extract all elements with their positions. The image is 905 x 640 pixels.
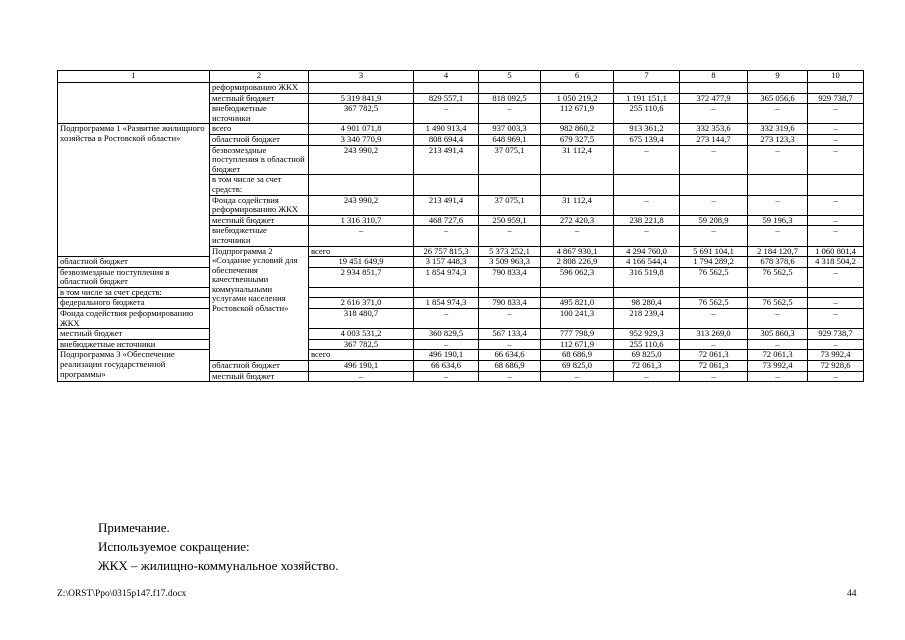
column-header: 5 <box>479 71 541 83</box>
table-row <box>58 329 864 340</box>
funding-source-cell: Фонда содействия реформированию ЖКХ <box>210 195 309 215</box>
amount-cell: – <box>479 339 541 350</box>
funding-source-cell: местный бюджет <box>210 371 309 382</box>
amount-cell: 2 616 371,0 <box>309 298 414 309</box>
amount-cell <box>748 175 808 195</box>
amount-cell <box>309 175 414 195</box>
table-row <box>58 83 864 94</box>
amount-cell: 367 782,5 <box>309 104 414 124</box>
amount-cell: – <box>414 339 479 350</box>
amount-cell: 332 319,6 <box>748 124 808 135</box>
funding-source-cell: реформированию ЖКХ <box>210 83 309 94</box>
column-header: 10 <box>808 71 864 83</box>
funding-source-cell: областной бюджет <box>58 257 210 268</box>
funding-source-cell: внебюджетные источники <box>210 104 309 124</box>
budget-table <box>57 70 864 382</box>
amount-cell: 37 075,1 <box>479 195 541 215</box>
amount-cell: 112 671,9 <box>541 339 614 350</box>
amount-cell: – <box>808 298 864 309</box>
amount-cell: 3 157 448,3 <box>414 257 479 268</box>
amount-cell <box>614 287 680 298</box>
table-body <box>58 71 864 382</box>
amount-cell: 72 061,3 <box>680 361 748 372</box>
amount-cell: 4 166 544,4 <box>614 257 680 268</box>
amount-cell: – <box>808 215 864 226</box>
amount-cell: 100 241,3 <box>541 309 614 329</box>
funding-source-cell: областной бюджет <box>210 134 309 145</box>
amount-cell <box>541 175 614 195</box>
amount-cell: 372 477,9 <box>680 93 748 104</box>
program-name-cell-continued <box>58 83 210 124</box>
amount-cell <box>614 83 680 94</box>
funding-source-cell: федерального бюджета <box>58 298 210 309</box>
amount-cell: 31 112,4 <box>541 195 614 215</box>
amount-cell: – <box>614 371 680 382</box>
amount-cell: 1 854 974,3 <box>414 298 479 309</box>
amount-cell: – <box>748 371 808 382</box>
amount-cell <box>414 287 479 298</box>
amount-cell: – <box>748 339 808 350</box>
funding-source-cell: Фонда содействия реформированию ЖКХ <box>58 309 210 329</box>
amount-cell: 929 738,7 <box>808 93 864 104</box>
amount-cell: 1 490 913,4 <box>414 124 479 135</box>
amount-cell: 4 318 504,2 <box>808 257 864 268</box>
amount-cell: 5 319 841,9 <box>309 93 414 104</box>
funding-source-cell: в том числе за счет средств: <box>58 287 210 298</box>
amount-cell: 1 854 974,3 <box>414 267 479 287</box>
amount-cell: – <box>614 195 680 215</box>
amount-cell: 273 144,7 <box>680 134 748 145</box>
amount-cell: 2 184 120,7 <box>748 246 808 257</box>
funding-source-cell: областной бюджет <box>210 361 309 372</box>
program-name-cell: Подпрограмма 2 «Создание условий для обеспечения качественными коммунальными услугами населения Ростовской области» <box>210 246 309 361</box>
amount-cell: – <box>541 226 614 246</box>
amount-cell: 72 928,6 <box>808 361 864 372</box>
amount-cell: – <box>414 104 479 124</box>
column-header: 7 <box>614 71 680 83</box>
amount-cell: – <box>808 267 864 287</box>
amount-cell: 76 562,5 <box>680 267 748 287</box>
amount-cell: 69 825,0 <box>614 350 680 361</box>
amount-cell <box>808 175 864 195</box>
amount-cell: 952 929,3 <box>614 329 680 340</box>
table-row <box>58 257 864 268</box>
amount-cell: 4 294 760,0 <box>614 246 680 257</box>
amount-cell: 818 092,5 <box>479 93 541 104</box>
amount-cell: 98 280,4 <box>614 298 680 309</box>
amount-cell: 69 825,0 <box>541 361 614 372</box>
amount-cell: 937 003,3 <box>479 124 541 135</box>
amount-cell: 3 509 963,3 <box>479 257 541 268</box>
amount-cell <box>680 83 748 94</box>
amount-cell: – <box>479 371 541 382</box>
amount-cell: 596 062,3 <box>541 267 614 287</box>
amount-cell: 19 451 649,9 <box>309 257 414 268</box>
amount-cell: – <box>748 309 808 329</box>
amount-cell: – <box>680 309 748 329</box>
table-row <box>58 309 864 329</box>
amount-cell <box>808 83 864 94</box>
amount-cell: 243 990,2 <box>309 145 414 175</box>
amount-cell: 218 239,4 <box>614 309 680 329</box>
column-header: 8 <box>680 71 748 83</box>
amount-cell: – <box>414 226 479 246</box>
amount-cell: 1 050 219,2 <box>541 93 614 104</box>
table-row <box>58 287 864 298</box>
amount-cell: – <box>748 145 808 175</box>
amount-cell: – <box>808 195 864 215</box>
amount-cell: 2 808 226,9 <box>541 257 614 268</box>
amount-cell: – <box>748 195 808 215</box>
amount-cell: 929 738,7 <box>808 329 864 340</box>
note-abbreviation-heading: Используемое сокращение: <box>98 539 250 554</box>
amount-cell: 59 196,3 <box>748 215 808 226</box>
amount-cell: 982 860,2 <box>541 124 614 135</box>
amount-cell: 26 757 815,3 <box>414 246 479 257</box>
amount-cell: 496 190,1 <box>309 361 414 372</box>
amount-cell: 37 075,1 <box>479 145 541 175</box>
amount-cell: – <box>808 339 864 350</box>
amount-cell: 66 634,6 <box>479 350 541 361</box>
amount-cell: 468 727,6 <box>414 215 479 226</box>
amount-cell <box>414 175 479 195</box>
amount-cell <box>479 175 541 195</box>
amount-cell: – <box>414 309 479 329</box>
column-header: 4 <box>414 71 479 83</box>
funding-source-cell: в том числе за счет средств: <box>210 175 309 195</box>
amount-cell <box>541 287 614 298</box>
amount-cell: 1 060 801,4 <box>808 246 864 257</box>
funding-source-cell: всего <box>309 350 414 361</box>
funding-source-cell: местный бюджет <box>58 329 210 340</box>
table-row <box>58 124 864 135</box>
amount-cell: – <box>808 145 864 175</box>
amount-cell: 66 634,6 <box>414 361 479 372</box>
amount-cell: 313 269,0 <box>680 329 748 340</box>
amount-cell: 112 671,9 <box>541 104 614 124</box>
amount-cell: 567 133,4 <box>479 329 541 340</box>
amount-cell: 213 491,4 <box>414 145 479 175</box>
amount-cell: – <box>680 371 748 382</box>
amount-cell: 255 110,6 <box>614 339 680 350</box>
amount-cell: – <box>680 145 748 175</box>
amount-cell <box>479 83 541 94</box>
amount-cell: 496 190,1 <box>414 350 479 361</box>
column-header: 3 <box>309 71 414 83</box>
funding-source-cell: всего <box>309 246 414 257</box>
amount-cell: 648 969,1 <box>479 134 541 145</box>
table-row <box>58 339 864 350</box>
funding-source-cell: местный бюджет <box>210 93 309 104</box>
amount-cell: 73 992,4 <box>808 350 864 361</box>
amount-cell <box>414 83 479 94</box>
amount-cell: – <box>808 134 864 145</box>
funding-source-cell: безвозмездные поступления в областной бюджет <box>58 267 210 287</box>
amount-cell: 678 378,6 <box>748 257 808 268</box>
amount-cell: 76 562,5 <box>748 298 808 309</box>
amount-cell: 679 327,5 <box>541 134 614 145</box>
amount-cell: 305 860,3 <box>748 329 808 340</box>
amount-cell: 360 829,5 <box>414 329 479 340</box>
amount-cell: 829 557,1 <box>414 93 479 104</box>
amount-cell: 1 794 289,2 <box>680 257 748 268</box>
amount-cell: 72 061,3 <box>680 350 748 361</box>
amount-cell: – <box>748 104 808 124</box>
amount-cell: 72 061,3 <box>748 350 808 361</box>
funding-source-cell: всего <box>210 124 309 135</box>
amount-cell: 213 491,4 <box>414 195 479 215</box>
amount-cell: 4 003 531,2 <box>309 329 414 340</box>
amount-cell: – <box>808 226 864 246</box>
amount-cell: – <box>680 339 748 350</box>
amount-cell: 3 340 770,9 <box>309 134 414 145</box>
amount-cell <box>748 83 808 94</box>
amount-cell: 31 112,4 <box>541 145 614 175</box>
amount-cell: 250 959,1 <box>479 215 541 226</box>
amount-cell: – <box>479 226 541 246</box>
amount-cell: 332 353,6 <box>680 124 748 135</box>
amount-cell: – <box>479 309 541 329</box>
note-title: Примечание. <box>98 520 170 535</box>
column-header: 6 <box>541 71 614 83</box>
amount-cell: 238 221,8 <box>614 215 680 226</box>
column-header: 9 <box>748 71 808 83</box>
amount-cell: 76 562,5 <box>680 298 748 309</box>
amount-cell: 808 694,4 <box>414 134 479 145</box>
amount-cell: – <box>680 226 748 246</box>
footer-file-path: Z:\ORST\Ppo\0315p147.f17.docx <box>57 589 187 599</box>
amount-cell: 5 691 104,1 <box>680 246 748 257</box>
amount-cell: 1 316 310,7 <box>309 215 414 226</box>
amount-cell: 68 686,9 <box>479 361 541 372</box>
amount-cell: 76 562,5 <box>748 267 808 287</box>
column-header: 2 <box>210 71 309 83</box>
program-name-cell: Подпрограмма 3 «Обеспечение реализации государственной программы» <box>58 350 210 382</box>
amount-cell: 4 901 071,8 <box>309 124 414 135</box>
amount-cell: – <box>309 226 414 246</box>
amount-cell: 2 934 851,7 <box>309 267 414 287</box>
table-row <box>58 298 864 309</box>
amount-cell <box>309 83 414 94</box>
column-number-header-row <box>58 71 864 83</box>
table-row <box>58 267 864 287</box>
amount-cell: 367 782,5 <box>309 339 414 350</box>
amount-cell: 316 519,8 <box>614 267 680 287</box>
amount-cell: – <box>309 371 414 382</box>
amount-cell <box>541 83 614 94</box>
funding-source-cell: местный бюджет <box>210 215 309 226</box>
amount-cell: 255 110,6 <box>614 104 680 124</box>
funding-source-cell: внебюджетные источники <box>210 226 309 246</box>
amount-cell: 365 056,6 <box>748 93 808 104</box>
funding-source-cell: безвозмездные поступления в областной бюджет <box>210 145 309 175</box>
amount-cell: – <box>808 104 864 124</box>
amount-cell: 273 123,3 <box>748 134 808 145</box>
amount-cell: 5 373 252,1 <box>479 246 541 257</box>
amount-cell: – <box>748 226 808 246</box>
amount-cell: 318 480,7 <box>309 309 414 329</box>
amount-cell: – <box>541 371 614 382</box>
amount-cell <box>479 287 541 298</box>
amount-cell: 4 867 930,1 <box>541 246 614 257</box>
note-abbreviation-definition: ЖКХ – жилищно-коммунальное хозяйство. <box>98 558 339 573</box>
program-name-cell: Подпрограмма 1 «Развитие жилищного хозяйства в Ростовской области» <box>58 124 210 257</box>
amount-cell: 495 821,0 <box>541 298 614 309</box>
amount-cell: – <box>614 145 680 175</box>
amount-cell: 59 208,9 <box>680 215 748 226</box>
amount-cell: 913 361,2 <box>614 124 680 135</box>
amount-cell: – <box>808 124 864 135</box>
amount-cell: 675 139,4 <box>614 134 680 145</box>
amount-cell: – <box>614 226 680 246</box>
amount-cell: – <box>808 309 864 329</box>
amount-cell <box>748 287 808 298</box>
amount-cell: 73 992,4 <box>748 361 808 372</box>
amount-cell: 72 061,3 <box>614 361 680 372</box>
amount-cell: 790 833,4 <box>479 298 541 309</box>
funding-source-cell: внебюджетные источники <box>58 339 210 350</box>
amount-cell <box>680 287 748 298</box>
amount-cell: – <box>680 104 748 124</box>
amount-cell: 777 798,9 <box>541 329 614 340</box>
amount-cell: 1 191 151,1 <box>614 93 680 104</box>
amount-cell: 790 833,4 <box>479 267 541 287</box>
amount-cell: 243 990,2 <box>309 195 414 215</box>
amount-cell: – <box>680 195 748 215</box>
table-row <box>58 350 864 361</box>
amount-cell <box>680 175 748 195</box>
page-number: 44 <box>847 589 857 599</box>
amount-cell: – <box>808 371 864 382</box>
amount-cell: 272 420,3 <box>541 215 614 226</box>
amount-cell <box>808 287 864 298</box>
amount-cell: – <box>479 104 541 124</box>
amount-cell <box>614 175 680 195</box>
amount-cell: – <box>414 371 479 382</box>
column-header: 1 <box>58 71 210 83</box>
amount-cell <box>309 287 414 298</box>
amount-cell: 68 686,9 <box>541 350 614 361</box>
